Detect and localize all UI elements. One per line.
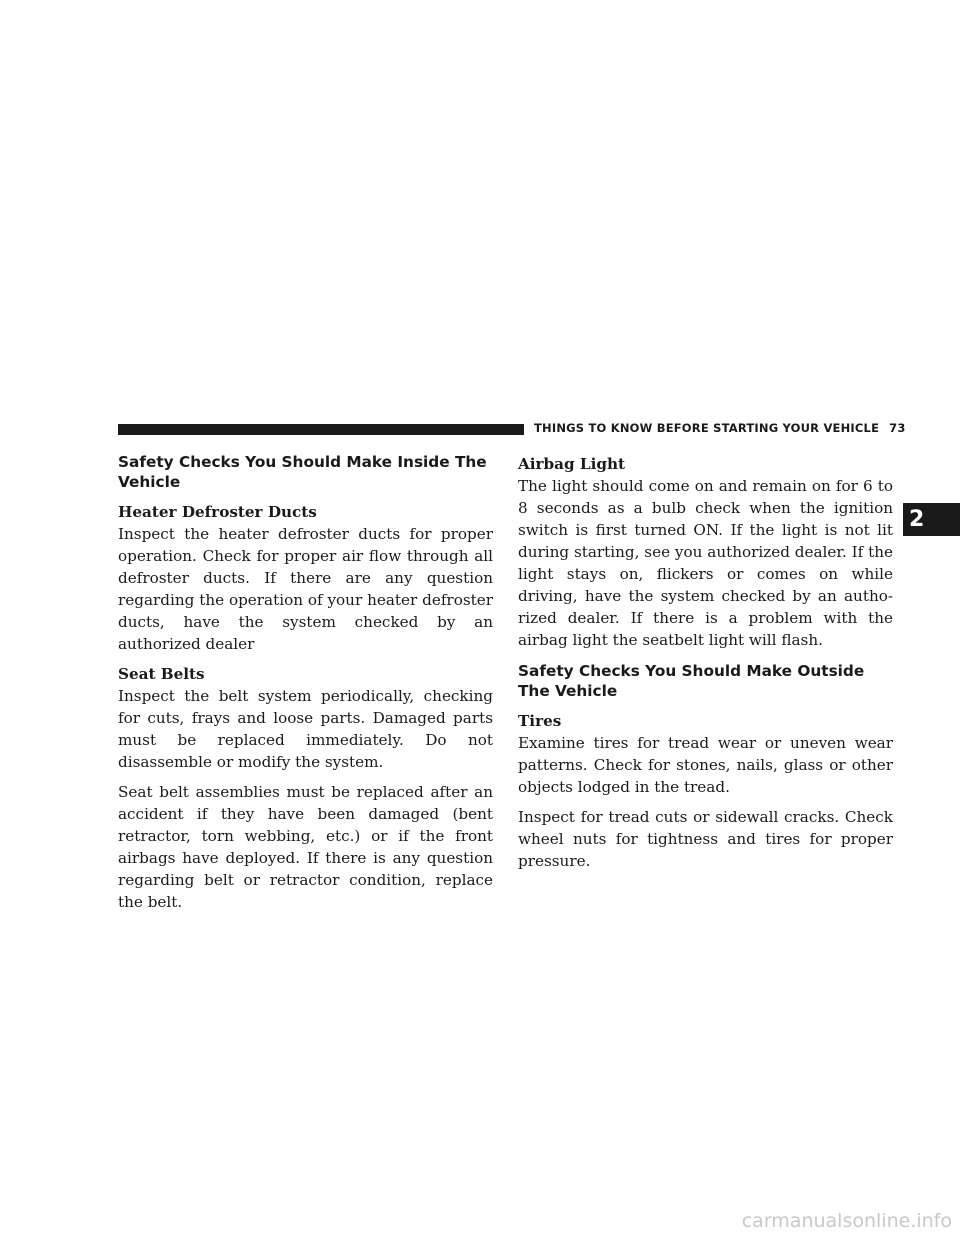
seat-belts-text-2: Seat belt assemblies must be replaced after an accident if they have been damaged (bent retractor, torn webbing, etc.) or if the front airbags have deployed. If there is any question regarding belt or retractor condition, replace the belt. <box>118 783 493 911</box>
page-number: 73 <box>889 421 906 435</box>
airbag-heading: Airbag Light <box>518 455 626 473</box>
seat-belts-text-1: Inspect the belt system periodically, checking for cuts, frays and loose parts. Damaged parts must be replaced immediately. Do not disassemble or modify the system. <box>118 687 493 771</box>
heater-text: Inspect the heater defroster ducts for proper operation. Check for proper air flow through all defroster ducts. If there are any question regarding the operation of your heater defroster ducts, have the system checked by an authorized dealer <box>118 525 493 653</box>
tires-text-2: Inspect for tread cuts or sidewall cracks. Check wheel nuts for tightness and tires for proper pressure. <box>518 808 893 870</box>
tires-heading: Tires <box>518 712 562 730</box>
left-column <box>118 452 493 921</box>
chapter-tab: 2 <box>903 503 960 536</box>
watermark: carmanualsonline.info <box>741 1210 952 1232</box>
header-rule <box>118 424 524 435</box>
section-title-inside: Safety Checks You Should Make Inside The Vehicle <box>118 453 487 491</box>
heater-heading: Heater Defroster Ducts <box>118 503 317 521</box>
header-title: THINGS TO KNOW BEFORE STARTING YOUR VEHICLE <box>534 421 880 435</box>
seat-belts-heading: Seat Belts <box>118 665 205 683</box>
section-title-outside: Safety Checks You Should Make Outside The Vehicle <box>518 662 865 700</box>
airbag-text: The light should come on and remain on for 6 to 8 seconds as a bulb check when the ignition switch is first turned ON. If the light is not lit during starting, see you authorized dealer. If the light stays on, flickers or comes on while driving, have the system checked by an autho-rized dealer. If there is a problem with the airbag light the seatbelt light will flash. <box>518 477 893 649</box>
tires-text-1: Examine tires for tread wear or uneven wear patterns. Check for stones, nails, glass or other objects lodged in the tread. <box>518 734 893 796</box>
running-header <box>534 421 906 435</box>
right-column <box>518 453 893 880</box>
